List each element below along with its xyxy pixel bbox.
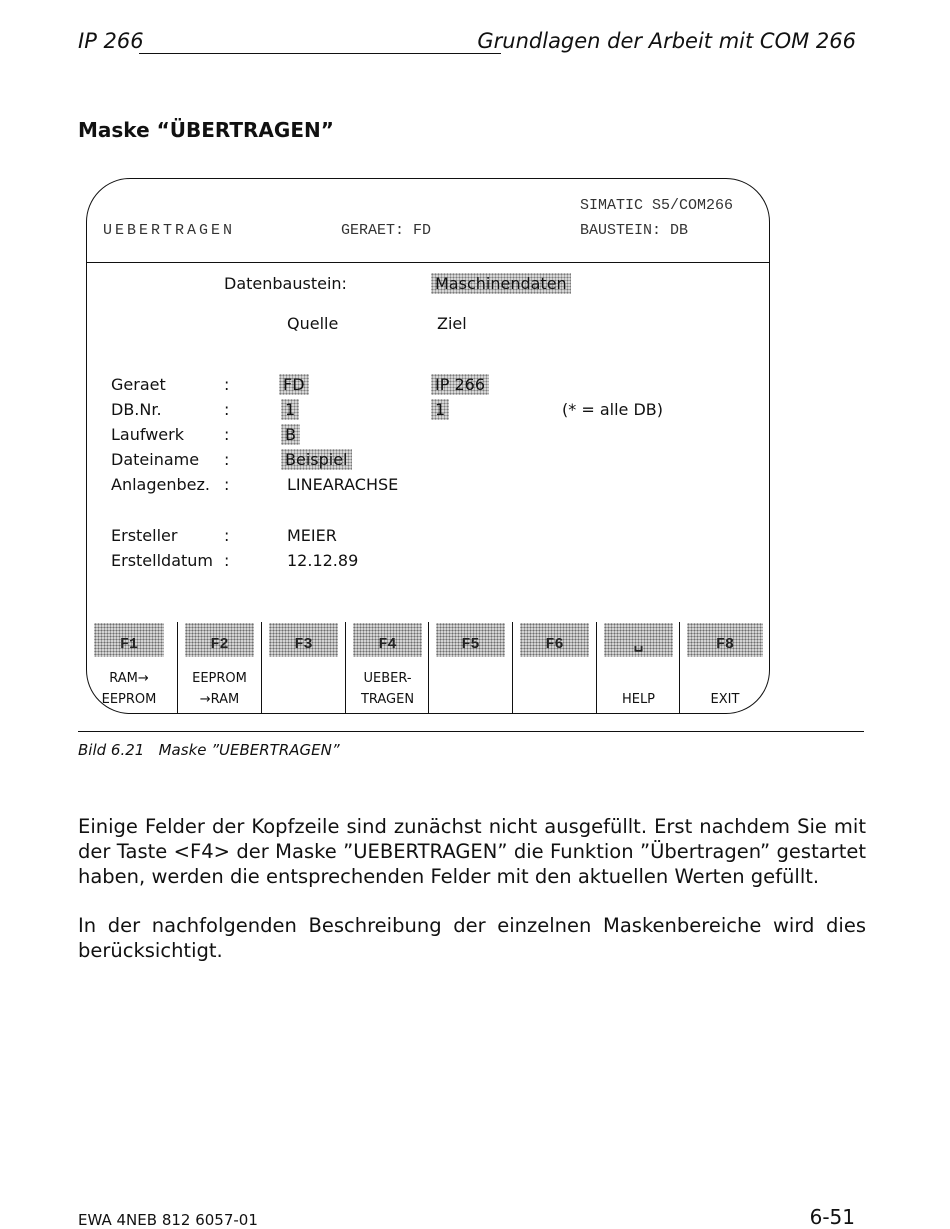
db-nr-source-field[interactable]: 1 [281, 399, 299, 420]
fkey-cap: ␣ [604, 623, 673, 657]
fkey-desc-line2: EEPROM [101, 692, 157, 707]
mask-title: UEBERTRAGEN [103, 222, 236, 239]
fkey-desc-line1: EEPROM [192, 671, 247, 686]
caption-rule [78, 731, 864, 732]
fkey-f2[interactable] [177, 622, 261, 714]
fkey-f5[interactable] [428, 622, 512, 714]
fkey-cap: F5 [436, 623, 505, 657]
section-title: Maske “ÜBERTRAGEN” [78, 118, 334, 142]
fkey-desc [597, 668, 680, 710]
target-column-header: Ziel [437, 314, 467, 333]
paragraph: In der nachfolgenden Beschreibung der einzelnen Maskenbereiche wird dies berücksichtigt. [78, 914, 866, 962]
mask-block: BAUSTEIN: DB [580, 222, 689, 239]
footer-document-number: EWA 4NEB 812 6057-01 [78, 1211, 258, 1229]
db-nr-target-field[interactable]: 1 [431, 399, 449, 420]
datenbaustein-field[interactable]: Maschinendaten [431, 273, 571, 294]
row-separator: : [224, 400, 230, 419]
fkey-cap: F8 [687, 623, 763, 657]
db-nr-note: (* = alle DB) [562, 400, 663, 419]
page-header-left: IP 266 [78, 29, 144, 53]
row-separator: : [224, 425, 230, 444]
fkey-cap: F2 [185, 623, 254, 657]
mask-system: SIMATIC S5/COM266 [580, 197, 734, 214]
fkey-cap: F6 [520, 623, 589, 657]
row-separator: : [224, 526, 230, 545]
header-rule [139, 53, 501, 54]
mask-device: GERAET: FD [341, 222, 432, 239]
fkey-desc [262, 668, 345, 689]
fkey-desc [513, 668, 596, 689]
row-separator: : [224, 450, 230, 469]
mask-divider [87, 262, 770, 263]
geraet-source-field[interactable]: FD [279, 374, 309, 395]
erstelldatum-value: 12.12.89 [287, 551, 359, 570]
fkey-cap: F3 [269, 623, 338, 657]
fkey-desc-line2: TRAGEN [360, 692, 415, 707]
row-label-anlagenbez: Anlagenbez. [111, 475, 210, 494]
laufwerk-field[interactable]: B [281, 424, 300, 445]
anlagenbez-value: LINEARACHSE [287, 475, 399, 494]
fkey-f4[interactable] [345, 622, 429, 714]
datenbaustein-label: Datenbaustein: [224, 274, 347, 293]
fkey-f8[interactable] [679, 622, 770, 714]
geraet-target-field[interactable]: IP 266 [431, 374, 489, 395]
fkey-desc-line2: HELP [621, 692, 656, 707]
fkey-f6[interactable] [512, 622, 596, 714]
fkey-f3[interactable] [261, 622, 345, 714]
paragraph: Einige Felder der Kopfzeile sind zunächst nicht ausgefüllt. Erst nachdem Sie mit der Taste <F4> der Maske ”UEBERTRAGEN” die Funktion ”Übertragen” gestartet haben, werden die entsprechenden Felder mit den aktuellen Werten gefüllt. [78, 815, 866, 888]
fkey-cap: F1 [94, 623, 164, 657]
fkey-desc [87, 668, 171, 710]
fkey-desc [429, 668, 512, 689]
function-key-bar [87, 622, 770, 714]
row-separator: : [224, 551, 230, 570]
fkey-cap: F4 [353, 623, 422, 657]
fkey-f1[interactable] [87, 622, 171, 714]
fkey-desc-line2: →RAM [199, 692, 240, 707]
fkey-desc [178, 668, 261, 710]
fkey-desc [680, 668, 770, 710]
row-label-erstelldatum: Erstelldatum [111, 551, 213, 570]
fkey-desc-line2: EXIT [710, 692, 740, 707]
page-number: 6-51 [809, 1205, 855, 1229]
row-label-dateiname: Dateiname [111, 450, 200, 469]
row-separator: : [224, 375, 230, 394]
fkey-desc [346, 668, 429, 710]
row-label-ersteller: Ersteller [111, 526, 178, 545]
figure-caption: Bild 6.21 Maske ”UEBERTRAGEN” [78, 741, 340, 759]
ersteller-value: MEIER [287, 526, 337, 545]
dateiname-field[interactable]: Beispiel [281, 449, 352, 470]
fkey-desc-line1: RAM→ [109, 671, 149, 686]
row-label-db-nr: DB.Nr. [111, 400, 162, 419]
fkey-desc-line1: UEBER- [363, 671, 412, 686]
row-label-geraet: Geraet [111, 375, 166, 394]
fkey-f7-help[interactable] [596, 622, 680, 714]
page-header-right: Grundlagen der Arbeit mit COM 266 [477, 29, 856, 53]
source-column-header: Quelle [287, 314, 339, 333]
row-separator: : [224, 475, 230, 494]
row-label-laufwerk: Laufwerk [111, 425, 184, 444]
